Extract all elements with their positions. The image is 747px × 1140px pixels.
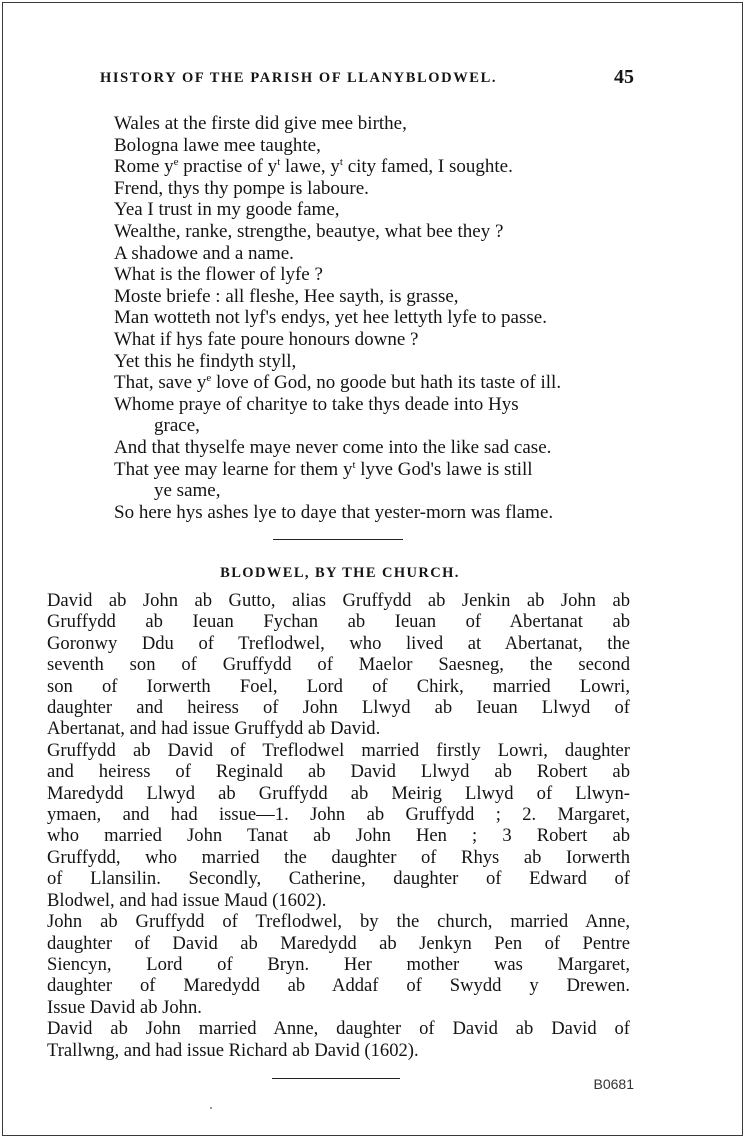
- poem-line: [114, 221, 654, 243]
- superscript: t: [339, 156, 343, 169]
- poem-line: [114, 286, 654, 308]
- poem-line: [114, 437, 654, 459]
- entry-line: of Llansilin. Secondly, Catherine, daughter of Edward of: [47, 868, 630, 890]
- poem-text: Yea I trust in my goode fame,: [114, 199, 340, 221]
- poem-line: [114, 372, 654, 394]
- entry-line: Gruffydd ab David of Treflodwel married firstly Lowri, daughter: [47, 739, 630, 761]
- entry-line: Blodwel, and had issue Maud (1602).: [47, 889, 327, 911]
- poem-text: Wales at the firste did give mee birthe,: [114, 113, 407, 134]
- entry-line: David ab John married Anne, daughter of David ab David of: [47, 1018, 630, 1040]
- superscript: e: [173, 156, 179, 169]
- poem-text: Wealthe, ranke, strengthe, beautye, what bee they ?: [114, 220, 504, 242]
- entry-line: Issue David ab John.: [47, 996, 202, 1018]
- section-heading: BLODWEL, BY THE CHURCH.: [220, 565, 460, 581]
- poem-text: lyve God's lawe is still: [355, 458, 533, 480]
- poem-text: practise of y: [178, 156, 278, 178]
- entry-line: Maredydd Llwyd ab Gruffydd ab Meirig Llwyd of Llwyn-: [47, 782, 630, 804]
- entry-line: Trallwng, and had issue Richard ab David (1602).: [47, 1039, 419, 1061]
- entry-line: daughter of David ab Maredydd ab Jenkyn Pen of Pentre: [47, 932, 630, 954]
- poem-line: [114, 156, 654, 178]
- page-number: 45: [614, 66, 634, 88]
- entry-line: Gruffydd ab Ieuan Fychan ab Ieuan of Abertanat ab: [47, 611, 630, 633]
- poem-line: [114, 415, 654, 437]
- entry-line: Gruffydd, who married the daughter of Rhys ab Iorwerth: [47, 846, 630, 868]
- running-title: HISTORY OF THE PARISH OF LLANYBLODWEL.: [100, 70, 498, 86]
- entry-line: son of Iorwerth Foel, Lord of Chirk, married Lowri,: [47, 675, 630, 697]
- poem-text: What is the flower of lyfe ?: [114, 264, 323, 286]
- poem-text: ye same,: [154, 480, 221, 502]
- entry-line: ymaen, and had issue—1. John ab Gruffydd ; 2. Margaret,: [47, 804, 630, 826]
- poem-text: What if hys fate poure honours downe ?: [114, 328, 419, 350]
- poem-line: [114, 135, 654, 157]
- poem-text: Moste briefe : all fleshe, Hee sayth, is grasse,: [114, 285, 459, 307]
- poem-line: [114, 329, 654, 351]
- poem-line: [114, 459, 654, 481]
- entry-line: Goronwy Ddu of Treflodwel, who lived at Abertanat, the: [47, 632, 630, 654]
- poem-line: [114, 480, 654, 502]
- epitaph-poem: [114, 113, 654, 523]
- genealogy-entry: [47, 911, 630, 1018]
- genealogy-entry: [47, 1018, 630, 1061]
- poem-line: [114, 351, 654, 373]
- poem-text: And that thyselfe maye never come into the like sad case.: [114, 436, 552, 458]
- entry-line: Abertanat, and had issue Gruffydd ab David.: [47, 718, 381, 740]
- poem-text: love of God, no goode but hath its taste of ill.: [211, 372, 562, 394]
- poem-line: [114, 502, 654, 524]
- poem-line: [114, 113, 654, 135]
- entry-line: Siencyn, Lord of Bryn. Her mother was Margaret,: [47, 953, 630, 975]
- poem-text: That yee may learne for them y: [114, 458, 353, 480]
- poem-text: Yet this he findyth styll,: [114, 350, 297, 372]
- section-divider: [273, 539, 403, 540]
- genealogy-entry: [47, 590, 630, 740]
- poem-text: city famed, I soughte.: [342, 156, 513, 178]
- poem-text: Rome y: [114, 156, 174, 178]
- poem-line: [114, 307, 654, 329]
- poem-text: Frend, thys thy pompe is laboure.: [114, 177, 369, 199]
- superscript: e: [206, 372, 212, 385]
- end-divider: [272, 1078, 400, 1079]
- poem-line: [114, 264, 654, 286]
- poem-line: [114, 178, 654, 200]
- entry-line: daughter of Maredydd ab Addaf of Swydd y Drewen.: [47, 975, 630, 997]
- poem-text: A shadowe and a name.: [114, 242, 294, 264]
- genealogy-entries: [47, 590, 630, 1061]
- catalog-id: B0681: [593, 1076, 634, 1092]
- entry-line: daughter and heiress of John Llwyd ab Ieuan Llwyd of: [47, 697, 630, 719]
- poem-text: lawe, y: [280, 156, 340, 178]
- entry-line: seventh son of Gruffydd of Maelor Saesneg, the second: [47, 654, 630, 676]
- poem-line: [114, 243, 654, 265]
- entry-line: David ab John ab Gutto, alias Gruffydd ab Jenkin ab John ab: [47, 590, 630, 611]
- entry-line: and heiress of Reginald ab David Llwyd ab Robert ab: [47, 761, 630, 783]
- poem-text: That, save y: [114, 372, 207, 394]
- superscript: t: [352, 458, 356, 471]
- poem-text: Bologna lawe mee taughte,: [114, 134, 321, 156]
- running-head: [100, 66, 640, 90]
- superscript: t: [277, 156, 281, 169]
- poem-text: Whome praye of charitye to take thys deade into Hys: [114, 393, 519, 415]
- poem-text: grace,: [154, 415, 200, 437]
- poem-line: [114, 394, 654, 416]
- scan-speck: [210, 1107, 212, 1109]
- poem-text: Man wotteth not lyf's endys, yet hee lettyth lyfe to passe.: [114, 307, 547, 329]
- entry-line: John ab Gruffydd of Treflodwel, by the church, married Anne,: [47, 911, 630, 933]
- poem-text: So here hys ashes lye to daye that yester-morn was flame.: [114, 501, 554, 523]
- poem-line: [114, 199, 654, 221]
- genealogy-entry: [47, 740, 630, 911]
- entry-line: who married John Tanat ab John Hen ; 3 Robert ab: [47, 825, 630, 847]
